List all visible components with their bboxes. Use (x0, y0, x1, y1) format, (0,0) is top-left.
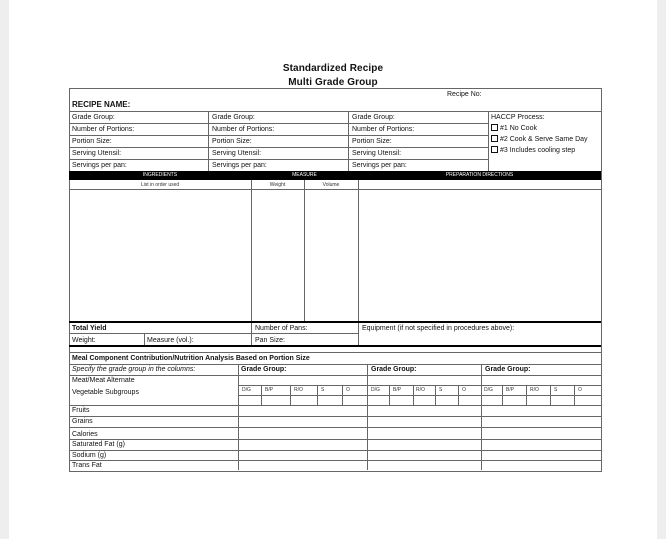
veg-code: R/O (416, 387, 425, 393)
nutrition-row-meat: Meat/Meat Alternate (72, 377, 135, 384)
utensil-field: Serving Utensil: (72, 150, 122, 157)
rule (317, 385, 318, 405)
grade-group-field: Grade Group: (352, 114, 395, 121)
rule (290, 385, 291, 405)
rule (69, 460, 601, 461)
rule (458, 385, 459, 405)
nutrition-title: Meal Component Contribution/Nutrition Analysis Based on Portion Size (72, 355, 310, 362)
nutrition-row-sodium: Sodium (g) (72, 452, 107, 459)
utensil-field: Serving Utensil: (212, 150, 262, 157)
total-yield-label: Total Yield (72, 325, 107, 332)
portions-field: Number of Portions: (212, 126, 275, 133)
doc-subtitle: Multi Grade Group (288, 77, 378, 88)
list-order-label: List in order used (140, 182, 180, 188)
checkbox-icon[interactable] (491, 146, 498, 153)
rule (69, 333, 358, 334)
equipment-label: Equipment (if not specified in procedures above): (362, 325, 515, 332)
rule (413, 385, 414, 405)
rule (481, 364, 482, 470)
veg-code: O (346, 387, 350, 393)
weight-field: Weight: (72, 337, 96, 344)
rule (69, 416, 601, 417)
portion-size-field: Portion Size: (72, 138, 112, 145)
rule (238, 395, 601, 396)
number-of-pans-label: Number of Pans: (255, 325, 308, 332)
veg-code: D/G (371, 387, 380, 393)
veg-code: D/G (484, 387, 493, 393)
rule (69, 450, 601, 451)
nutrition-row-trans-fat: Trans Fat (72, 462, 102, 469)
veg-code: S (439, 387, 443, 393)
haccp-option-2[interactable]: #2 Cook & Serve Same Day (491, 135, 588, 144)
rule (69, 135, 488, 136)
grade-group-field: Grade Group: (212, 114, 255, 121)
recipe-form (69, 88, 601, 471)
doc-title: Standardized Recipe (282, 63, 384, 74)
veg-code: B/P (265, 387, 274, 393)
servings-field: Servings per pan: (352, 162, 407, 169)
volume-label: Volume (322, 182, 340, 188)
veg-code: B/P (506, 387, 515, 393)
rule (69, 439, 601, 440)
rule (488, 111, 489, 171)
recipe-no-label: Recipe No: (447, 91, 482, 98)
utensil-field: Serving Utensil: (352, 150, 402, 157)
nutrition-row-vegetable: Vegetable Subgroups (72, 389, 139, 396)
checkbox-icon[interactable] (491, 124, 498, 131)
nutrition-row-sat-fat: Saturated Fat (g) (72, 441, 125, 448)
measure-header: MEASURE (292, 172, 317, 178)
nutrition-row-grains: Grains (72, 418, 93, 425)
veg-code: D/G (242, 387, 251, 393)
grade-group-col-2: Grade Group: (371, 366, 417, 373)
portions-field: Number of Portions: (352, 126, 415, 133)
section-divider (69, 345, 601, 347)
rule (435, 385, 436, 405)
measure-vol-field: Measure (vol.): (147, 337, 194, 344)
rule (69, 111, 601, 112)
rule (69, 123, 488, 124)
rule (526, 385, 527, 405)
rule (69, 147, 488, 148)
pan-size-field: Pan Size: (255, 337, 285, 344)
ingredients-header: INGREDIENTS (142, 172, 178, 178)
rule (251, 323, 252, 345)
rule (69, 189, 601, 190)
rule (358, 180, 359, 322)
rule (367, 364, 368, 470)
rule (342, 385, 343, 405)
nutrition-row-calories: Calories (72, 431, 98, 438)
grade-group-col-3: Grade Group: (485, 366, 531, 373)
nutrition-row-fruits: Fruits (72, 407, 90, 414)
rule (389, 385, 390, 405)
rule (69, 405, 601, 406)
grade-group-col-1: Grade Group: (241, 366, 287, 373)
rule (261, 385, 262, 405)
rule (358, 323, 359, 345)
portion-size-field: Portion Size: (352, 138, 392, 145)
specify-grade-label: Specify the grade group in the columns: (72, 366, 196, 373)
haccp-option-3[interactable]: #3 Includes cooling step (491, 146, 575, 155)
rule (574, 385, 575, 405)
rule (69, 427, 601, 428)
portion-size-field: Portion Size: (212, 138, 252, 145)
grade-group-field: Grade Group: (72, 114, 115, 121)
veg-code: S (554, 387, 558, 393)
rule (550, 385, 551, 405)
haccp-option-1[interactable]: #1 No Cook (491, 124, 537, 133)
servings-field: Servings per pan: (212, 162, 267, 169)
rule (144, 333, 145, 345)
rule (304, 180, 305, 322)
veg-code: O (462, 387, 466, 393)
portions-field: Number of Portions: (72, 126, 135, 133)
servings-field: Servings per pan: (72, 162, 127, 169)
veg-code: R/O (294, 387, 303, 393)
rule (69, 159, 488, 160)
veg-code: O (578, 387, 582, 393)
rule (502, 385, 503, 405)
recipe-name-label: RECIPE NAME: (72, 100, 131, 109)
veg-code: S (321, 387, 325, 393)
weight-label: Weight (269, 182, 286, 188)
rule (238, 364, 239, 470)
section-divider (69, 321, 601, 323)
rule (348, 111, 349, 171)
haccp-title: HACCP Process: (491, 114, 545, 121)
rule (69, 352, 601, 353)
prep-header: PREPARATION DIRECTIONS (445, 172, 514, 178)
rule (251, 180, 252, 322)
rule (208, 111, 209, 171)
checkbox-icon[interactable] (491, 135, 498, 142)
veg-code: R/O (530, 387, 539, 393)
veg-code: B/P (393, 387, 402, 393)
rule (69, 375, 601, 376)
